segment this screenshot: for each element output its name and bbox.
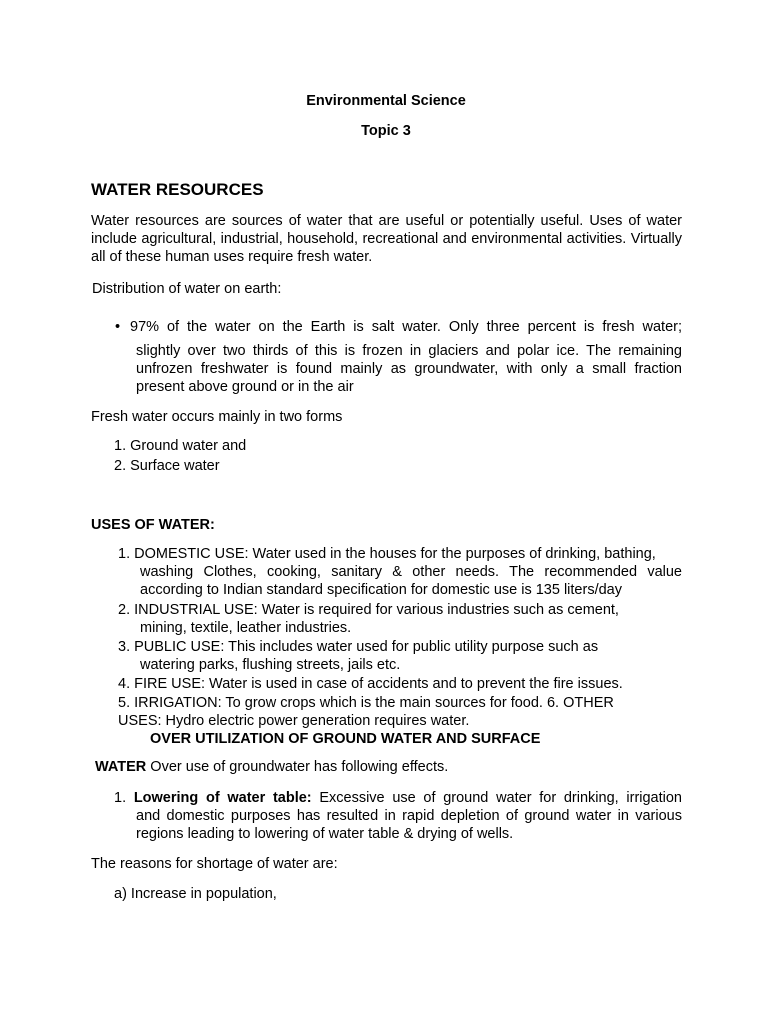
distribution-label: Distribution of water on earth: (92, 281, 282, 297)
fresh-water-label: Fresh water occurs mainly in two forms (91, 409, 343, 425)
uses-item-industrial-rest: mining, textile, leather industries. (140, 620, 352, 636)
over-utilization-heading: OVER UTILIZATION OF GROUND WATER AND SURFACE (150, 731, 541, 747)
bullet-first-line: 97% of the water on the Earth is salt water. Only three percent is fresh water; (130, 319, 682, 335)
over-utilization-intro (95, 758, 448, 776)
fresh-water-item: 2. Surface water (114, 458, 220, 474)
lowering-item-title: Lowering of water table: (133, 790, 312, 806)
lowering-item-first-line (114, 789, 682, 807)
over-utilization-effects: Over use of groundwater has following effects. (146, 759, 449, 775)
bullet-marker: • (115, 319, 121, 335)
intro-paragraph: Water resources are sources of water that are useful or potentially useful. Uses of water include agricultural, industrial, household, recreational and environmental activities. Virtually all of these human uses require fresh water. (91, 213, 682, 265)
lowering-item-rest: and domestic purposes has resulted in rapid depletion of ground water in various regions leading to lowering of water table & drying of wells. (136, 808, 682, 842)
uses-item-other: USES: Hydro electric power generation requires water. (118, 713, 470, 729)
uses-item-industrial: 2. INDUSTRIAL USE: Water is required for various industries such as cement, (118, 602, 619, 618)
shortage-item: a) Increase in population, (114, 886, 277, 902)
uses-item-public-rest: watering parks, flushing streets, jails etc. (140, 657, 401, 673)
bullet-continuation: slightly over two thirds of this is frozen in glaciers and polar ice. The remaining unfrozen freshwater is found mainly as groundwater, with only a small fraction present above ground or in the air (136, 343, 682, 395)
uses-item-domestic-rest: washing Clothes, cooking, sanitary & other needs. The recommended value according to Indian standard specification for domestic use is 135 liters/day (140, 564, 682, 598)
topic-label: Topic 3 (361, 123, 411, 139)
fresh-water-item: 1. Ground water and (114, 438, 247, 454)
section-title: WATER RESOURCES (91, 180, 264, 199)
shortage-label: The reasons for shortage of water are: (91, 856, 338, 872)
course-title: Environmental Science (306, 93, 466, 109)
water-heading-word: WATER (95, 759, 147, 775)
uses-heading: USES OF WATER: (91, 517, 215, 533)
uses-item-domestic: 1. DOMESTIC USE: Water used in the houses for the purposes of drinking, bathing, (118, 546, 656, 562)
uses-item-public: 3. PUBLIC USE: This includes water used for public utility purpose such as (118, 639, 599, 655)
lowering-item-number: 1. (114, 790, 127, 806)
lowering-item-text: Excessive use of ground water for drinking, irrigation (311, 790, 682, 806)
uses-item-irrigation: 5. IRRIGATION: To grow crops which is the main sources for food. 6. OTHER (118, 695, 614, 711)
uses-item-fire: 4. FIRE USE: Water is used in case of accidents and to prevent the fire issues. (118, 676, 623, 692)
